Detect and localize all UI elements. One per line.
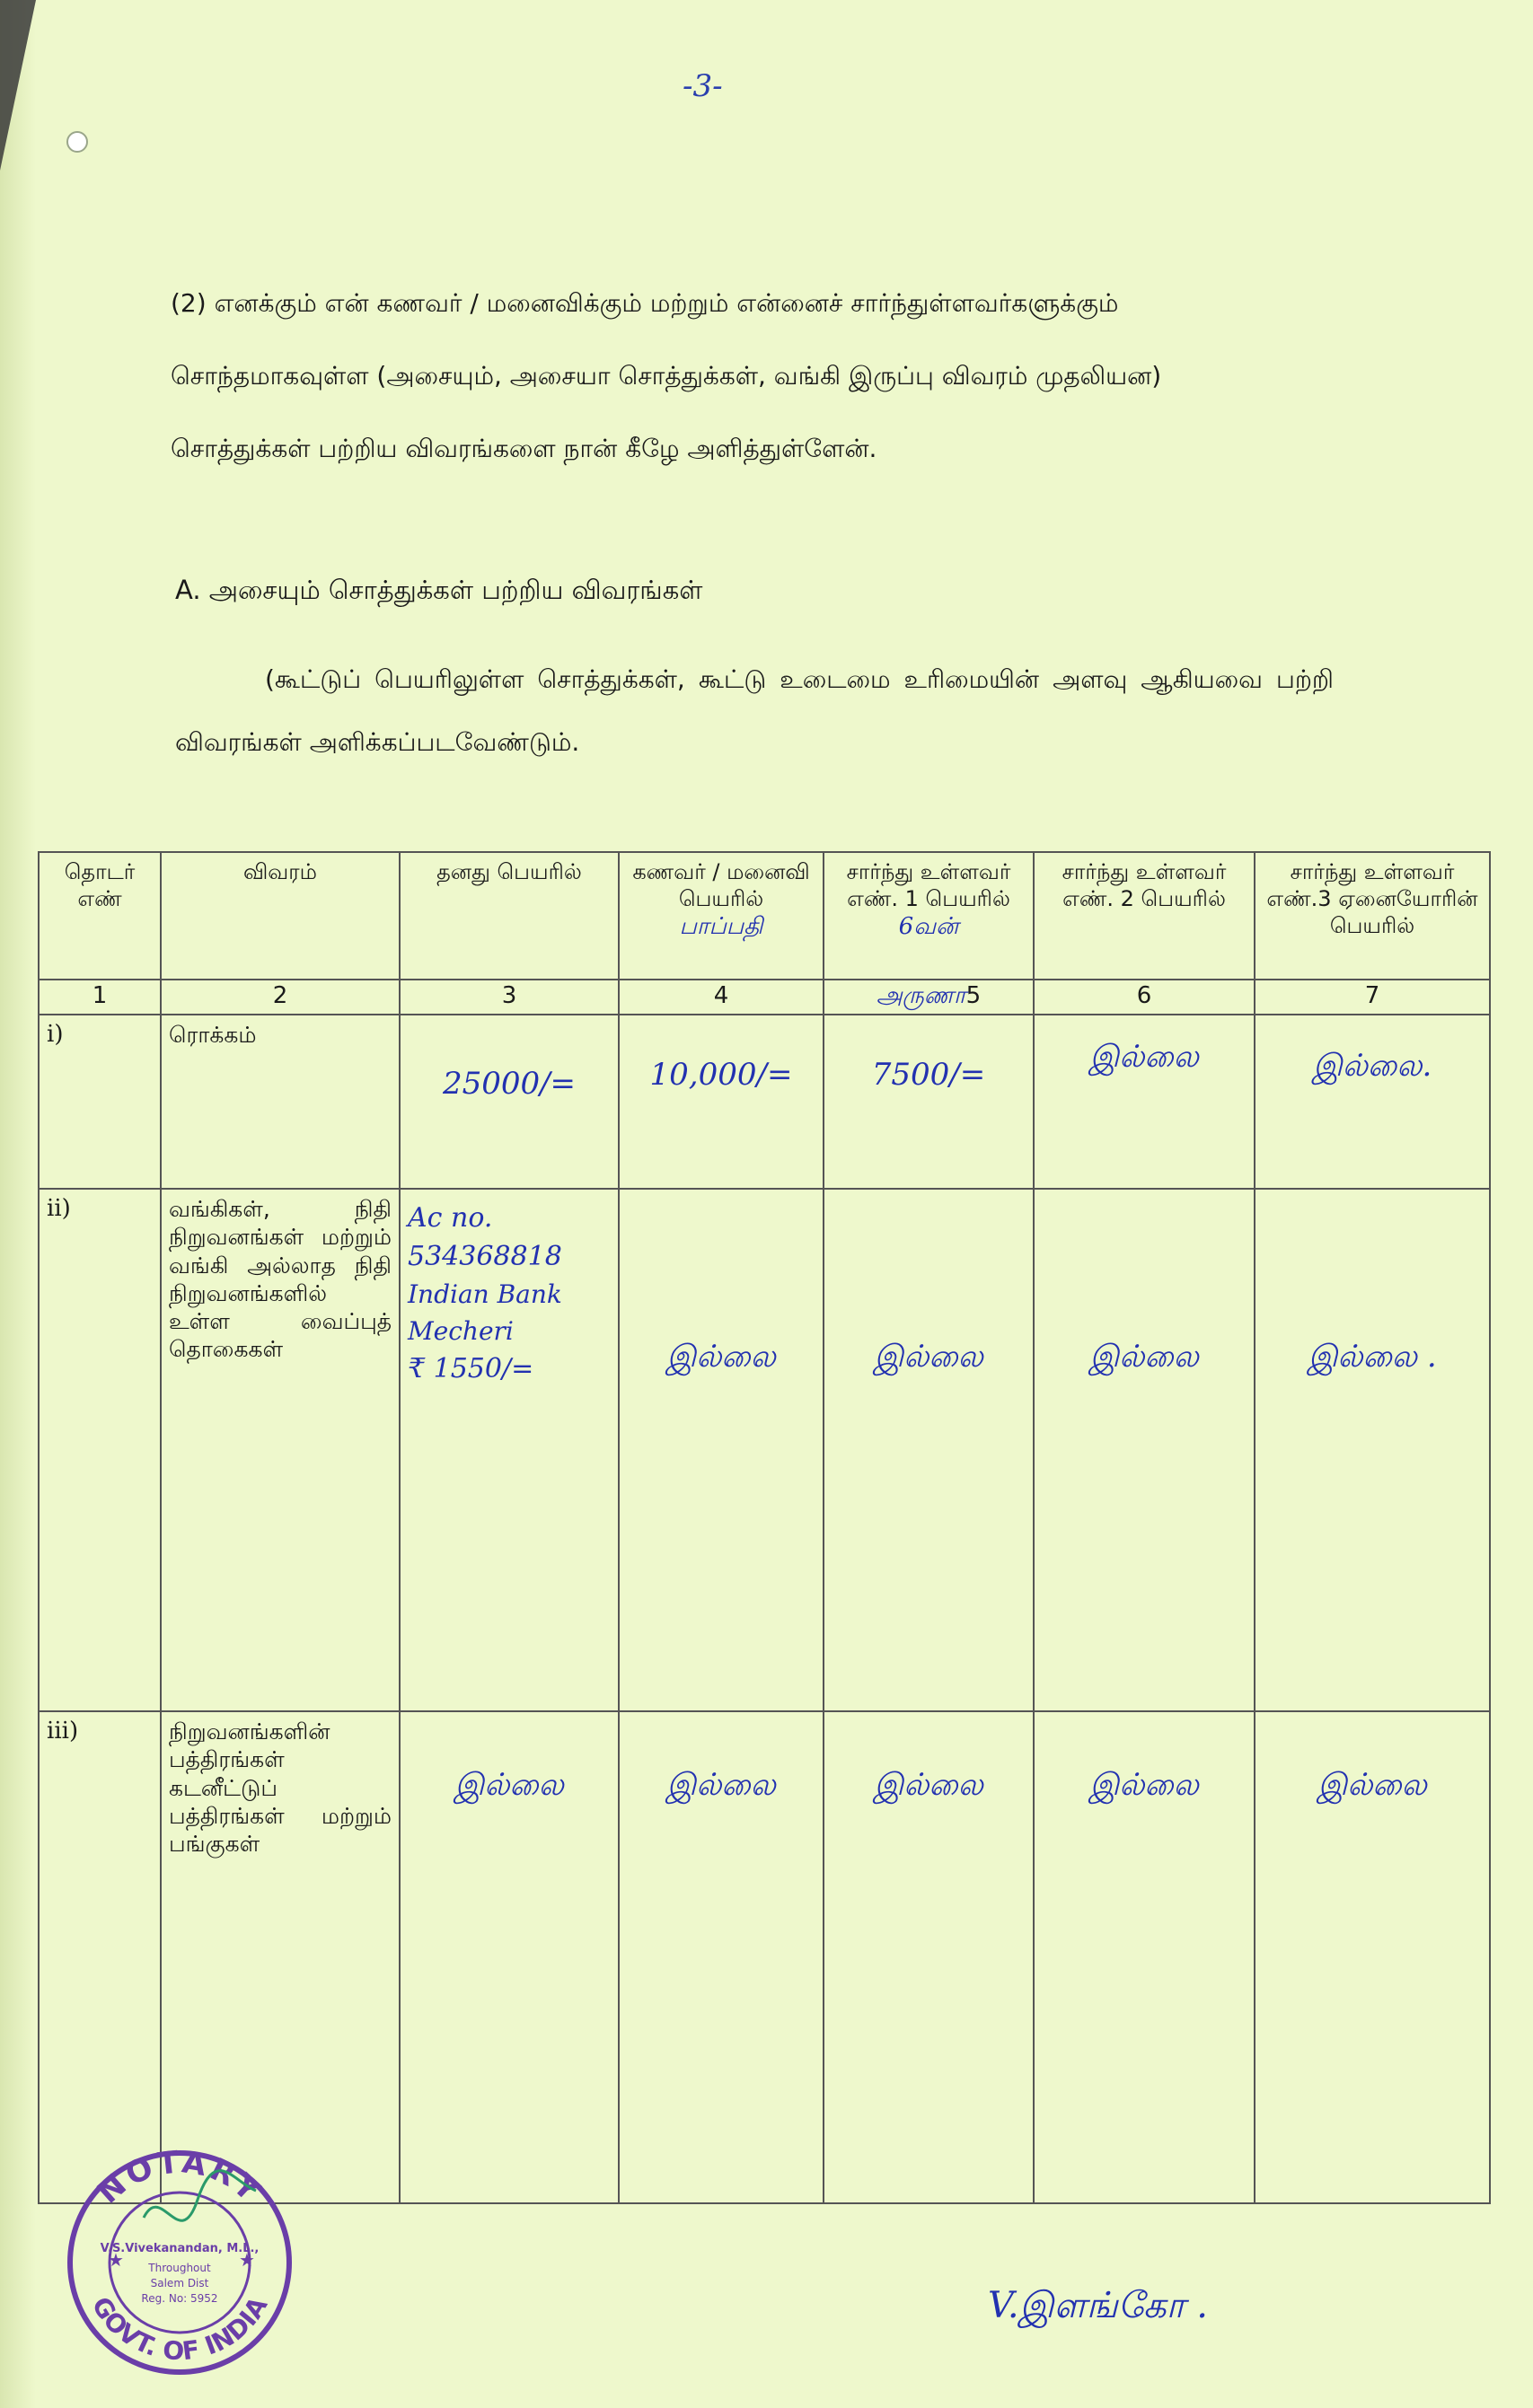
row-cell	[824, 1189, 1034, 1711]
handwritten-value: இல்லை	[1089, 1039, 1199, 1075]
row-cell	[1255, 1015, 1490, 1189]
handwritten-value: இல்லை .	[1308, 1339, 1437, 1375]
stamp-bottom-text: GOVT. OF INDIA	[85, 2291, 274, 2367]
handwritten-account-number: 534368818	[408, 1241, 562, 1272]
row-description: நிறுவனங்களின் பத்திரங்கள் கடனீட்டுப் பத்திரங்கள் மற்றும் பங்குகள்	[161, 1711, 400, 2203]
row-cell	[1255, 1711, 1490, 2203]
column-number: 6	[1034, 980, 1255, 1015]
star-icon: ★	[108, 2249, 124, 2271]
intro-paragraph	[171, 286, 1329, 505]
handwritten-value: இல்லை	[1089, 1767, 1199, 1803]
stamp-line: Salem Dist	[150, 2277, 209, 2289]
handwritten-amount: ₹ 1550/=	[408, 1353, 534, 1384]
handwritten-value: இல்லை	[454, 1767, 564, 1803]
intro-line: சொத்துக்கள் பற்றிய விவரங்களை நான் கீழே அளித்துள்ளேன்.	[171, 434, 877, 464]
handwritten-value: 10,000/=	[649, 1057, 793, 1093]
row-description: வங்கிகள், நிதி நிறுவனங்கள் மற்றும் வங்கி அல்லாத நிதி நிறுவனங்களில் உள்ள வைப்புத் தொகைகள்	[161, 1189, 400, 1711]
handwritten-value: இல்லை	[1089, 1339, 1199, 1375]
table-row	[39, 1711, 1490, 2203]
row-cell	[619, 1015, 824, 1189]
row-cell	[1034, 1189, 1255, 1711]
row-cell	[619, 1189, 824, 1711]
folded-corner	[0, 0, 36, 171]
row-cell	[400, 1015, 619, 1189]
handwritten-value: இல்லை	[874, 1339, 983, 1375]
stamp-line: Reg. No: 5952	[141, 2292, 218, 2305]
star-icon: ★	[239, 2249, 255, 2271]
intro-line: (2) எனக்கும் என் கணவர் / மனைவிக்கும் மற்றும் என்னைச் சார்ந்துள்ளவர்களுக்கும்	[171, 288, 1119, 318]
notary-stamp	[63, 2146, 296, 2379]
handwritten-value: இல்லை	[666, 1767, 776, 1803]
row-cell	[1255, 1189, 1490, 1711]
section-title: A. அசையும் சொத்துக்கள் பற்றிய விவரங்கள்	[175, 575, 703, 605]
row-cell	[619, 1711, 824, 2203]
row-description: ரொக்கம்	[161, 1015, 400, 1189]
handwritten-account-label: Ac no.	[408, 1202, 493, 1234]
handwritten-value: இல்லை	[874, 1767, 983, 1803]
table-row	[39, 1015, 1490, 1189]
handwritten-value: இல்லை	[666, 1339, 776, 1375]
row-cell	[824, 1711, 1034, 2203]
column-number: அருணா5	[824, 980, 1034, 1015]
page-number: -3-	[683, 68, 723, 104]
header-spouse: கணவர் / மனைவி பெயரில் பாப்பதி	[619, 852, 824, 980]
handwritten-branch: Mecheri	[408, 1316, 514, 1346]
column-number: 4	[619, 980, 824, 1015]
header-dependent-3: சார்ந்து உள்ளவர் எண்.3 ஏனையோரின் பெயரில்	[1255, 852, 1490, 980]
section-note: (கூட்டுப் பெயரிலுள்ள சொத்துக்கள், கூட்டு உடைமை உரிமையின் அளவு ஆகியவை பற்றி விவரங்கள் அளிக்கப்படவேண்டும்.	[175, 664, 1334, 757]
movable-assets-table	[38, 851, 1491, 2204]
handwritten-value: இல்லை	[1317, 1767, 1427, 1803]
row-cell	[400, 1711, 619, 2203]
row-serial: ii)	[39, 1189, 161, 1711]
row-cell	[824, 1015, 1034, 1189]
declarant-signature: V.இளங்கோ .	[988, 2285, 1208, 2326]
column-number: 2	[161, 980, 400, 1015]
stamp-top-text: NOTARY	[91, 2146, 269, 2211]
header-dependent-2: சார்ந்து உள்ளவர் எண். 2 பெயரில்	[1034, 852, 1255, 980]
row-cell	[400, 1189, 619, 1711]
row-cell	[1034, 1015, 1255, 1189]
intro-line: சொந்தமாகவுள்ள (அசையும், அசையா சொத்துக்கள், வங்கி இருப்பு விவரம் முதலியன)	[171, 361, 1162, 391]
handwritten-bank-name: Indian Bank	[408, 1279, 562, 1309]
header-description: விவரம்	[161, 852, 400, 980]
punch-hole-icon	[66, 131, 88, 153]
column-number: 3	[400, 980, 619, 1015]
stamp-line: Throughout	[148, 2262, 211, 2274]
header-dependent-1: சார்ந்து உள்ளவர் எண். 1 பெயரில் 6வன்	[824, 852, 1034, 980]
handwritten-value: இல்லை.	[1312, 1048, 1432, 1084]
column-number-row	[39, 980, 1490, 1015]
page-edge-shadow	[0, 0, 36, 2408]
row-cell	[1034, 1711, 1255, 2203]
row-serial: i)	[39, 1015, 161, 1189]
handwritten-value: 25000/=	[442, 1066, 577, 1102]
handwritten-dependent1-note: 6வன்	[898, 913, 959, 940]
row-serial: iii)	[39, 1711, 161, 2203]
header-serial: தொடர் எண்	[39, 852, 161, 980]
column-number: 1	[39, 980, 161, 1015]
header-self: தனது பெயரில்	[400, 852, 619, 980]
stamp-name: V.S.Vivekanandan, M.L.,	[100, 2242, 260, 2255]
handwritten-spouse-name: பாப்பதி	[679, 913, 763, 940]
handwritten-value: 7500/=	[871, 1057, 986, 1093]
table-row	[39, 1189, 1490, 1711]
handwritten-dependent1-name: அருணா	[876, 982, 966, 1009]
column-number: 7	[1255, 980, 1490, 1015]
table-header-row	[39, 852, 1490, 980]
